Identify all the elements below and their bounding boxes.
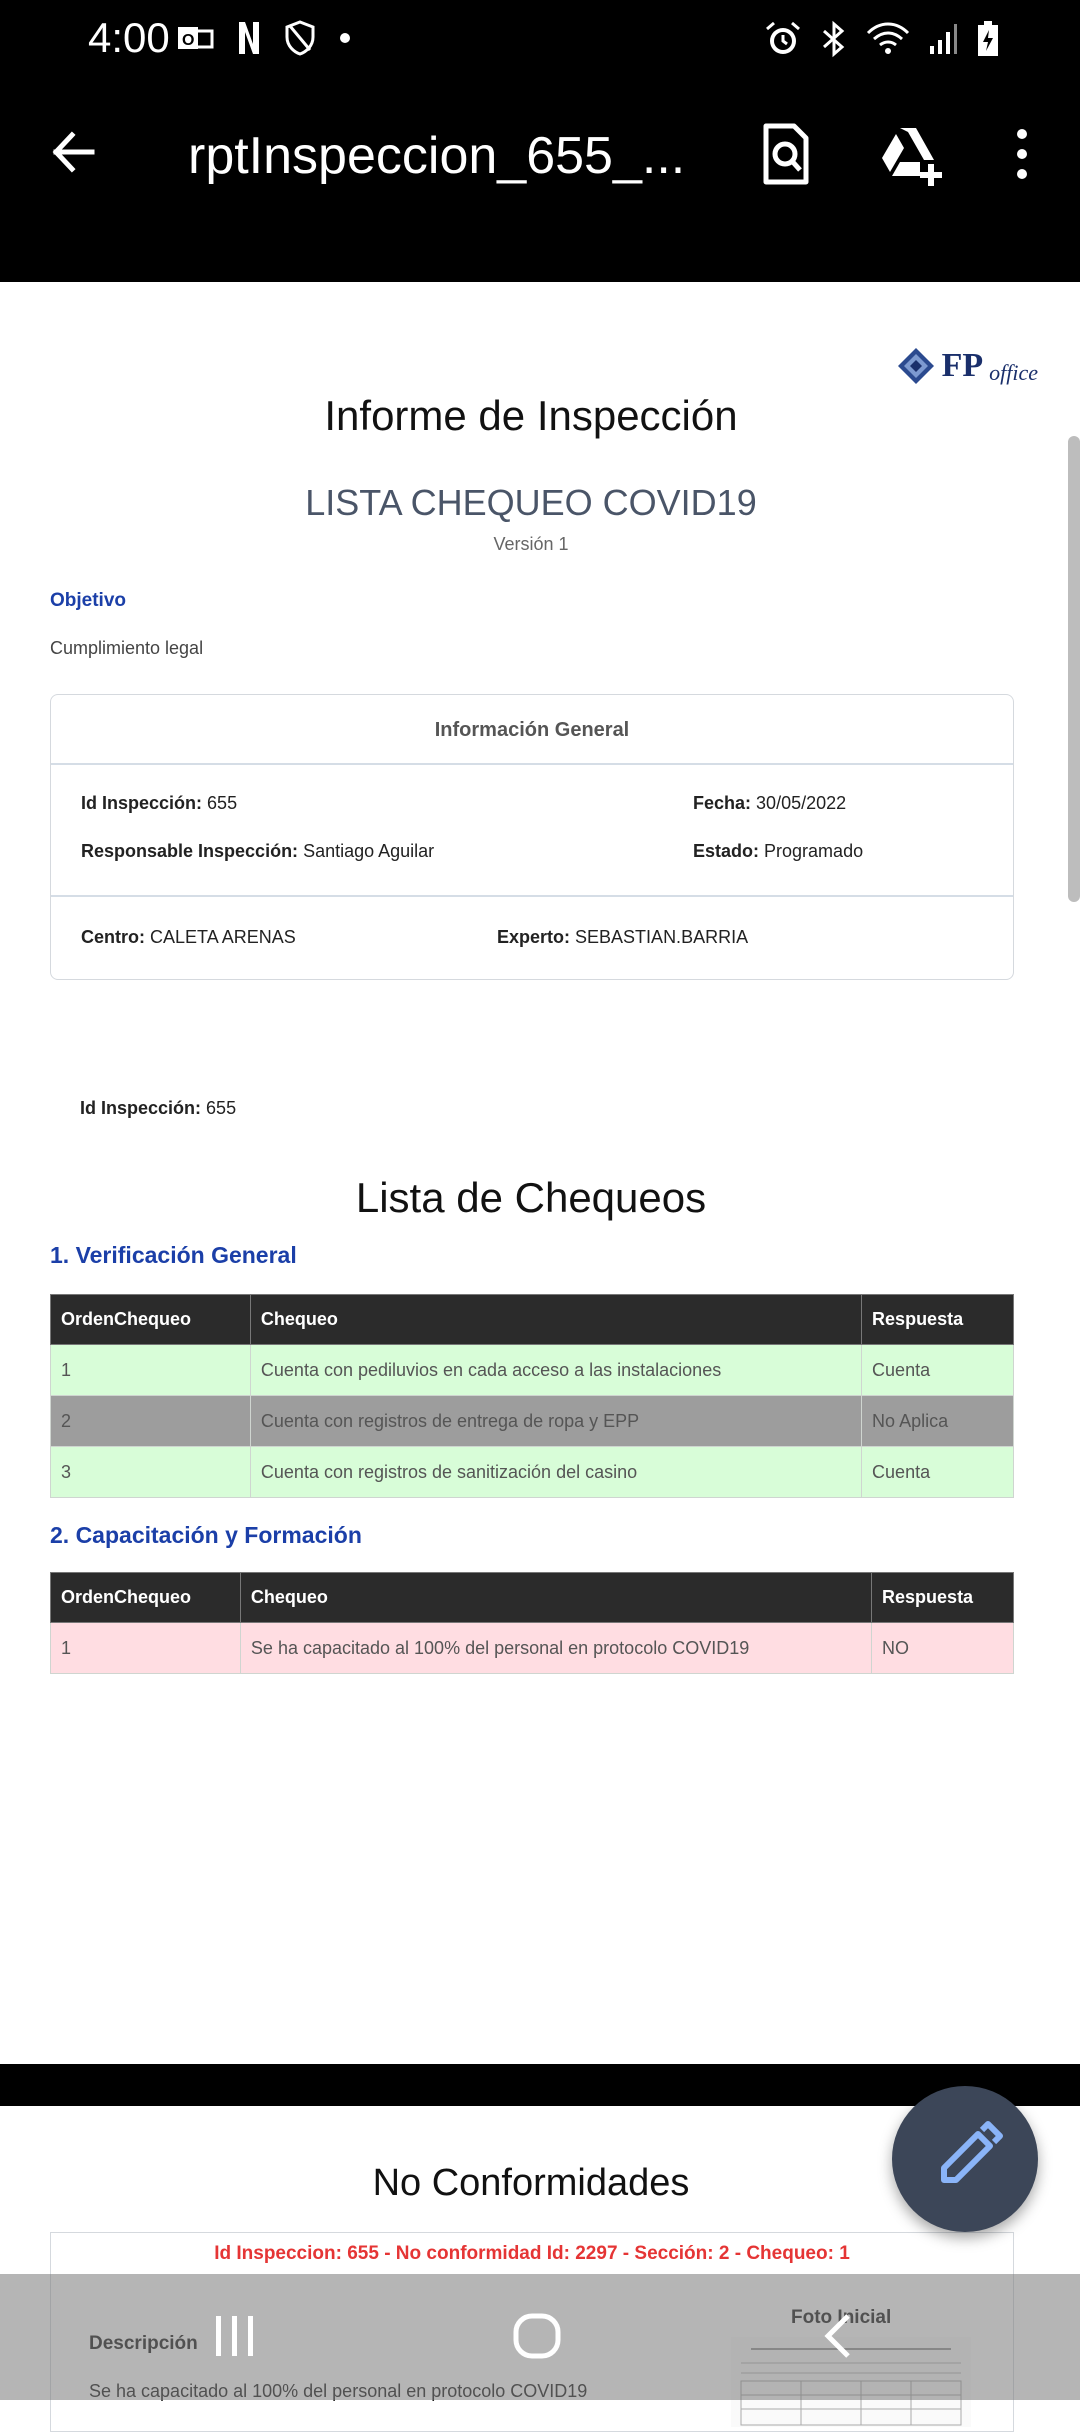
logo-subtext: office [989,360,1038,385]
table-row [51,1396,1014,1447]
svg-text:O: O [182,32,195,49]
answer-cell: No Aplica [862,1396,1014,1447]
logo-diamond-icon [896,346,936,386]
home-button[interactable] [502,2304,572,2368]
table-row [51,1447,1014,1498]
nav-back-button[interactable] [804,2304,874,2368]
section-2-table [50,1572,1014,1674]
order-cell: 2 [51,1396,251,1447]
edit-fab-button[interactable] [892,2086,1038,2232]
pencil-edit-icon [892,2086,1038,2232]
inspection-date: Fecha: 30/05/2022 [693,793,847,813]
drive-add-button[interactable] [876,120,946,190]
divider [51,895,1013,897]
recents-button[interactable] [200,2304,270,2368]
search-document-icon [750,120,820,190]
column-header: OrdenChequeo [51,1295,251,1345]
answer-cell: NO [872,1623,1014,1674]
status-bar [0,0,1080,80]
app-bar [0,80,1080,282]
check-cell: Cuenta con pediluvios en cada acceso a las instalaciones [250,1345,861,1396]
checklist-title: Lista de Chequeos [355,1174,707,1221]
back-icon [804,2304,874,2368]
drive-add-icon [876,120,946,190]
outlook-icon [176,21,214,55]
more-vert-icon [990,120,1060,190]
status-time: 4:00 [88,14,170,61]
logo-text: FP [941,347,984,384]
pdf-page[interactable] [0,282,1080,2064]
answer-cell: Cuenta [862,1345,1014,1396]
status-right-icons [764,20,1000,58]
general-info-card [50,694,1014,980]
order-cell: 1 [51,1623,241,1674]
search-document-button[interactable] [750,120,820,190]
dot-icon [338,31,352,45]
section-title: 1. Verificación General [50,1242,297,1268]
bluetooth-icon [820,20,848,58]
non-conformities-title: No Conformidades [372,2162,690,2204]
system-navigation-bar [0,2274,1080,2400]
document-title: rptInspeccion_655_... [188,127,686,185]
non-conformity-header: Id Inspeccion: 655 - No conformidad Id: 2297 - Sección: 2 - Chequeo: 1 [214,2243,850,2264]
inspection-status: Estado: Programado [693,841,864,861]
status-left-icons [176,20,352,56]
inspection-id: Id Inspección: 655 [81,793,238,813]
alarm-icon [764,20,802,58]
table-row [51,1623,1014,1674]
battery-icon [976,20,1000,58]
inspection-id-line: Id Inspección: 655 [80,1098,237,1118]
back-button[interactable] [44,122,104,182]
column-header: Respuesta [862,1295,1014,1345]
order-cell: 1 [51,1345,251,1396]
check-cell: Cuenta con registros de sanitización del casino [250,1447,861,1498]
table-row [51,1345,1014,1396]
inspection-center: Centro: CALETA ARENAS [81,927,296,947]
more-options-button[interactable] [990,120,1060,190]
checklist-name: LISTA CHEQUEO COVID19 [305,482,757,523]
arrow-left-icon [44,122,104,182]
check-cell: Cuenta con registros de entrega de ropa y EPP [250,1396,861,1447]
inspection-expert: Experto: SEBASTIAN.BARRIA [497,927,749,947]
column-header: OrdenChequeo [51,1573,241,1623]
report-title: Informe de Inspección [324,392,738,439]
check-cell: Se ha capacitado al 100% del personal en protocolo COVID19 [240,1623,871,1674]
order-cell: 3 [51,1447,251,1498]
objective-label: Objetivo [50,590,127,611]
column-header: Chequeo [240,1573,871,1623]
shield-icon [284,20,316,56]
column-header: Chequeo [250,1295,861,1345]
wifi-icon [866,21,910,57]
column-header: Respuesta [872,1573,1014,1623]
section-title: 2. Capacitación y Formación [50,1522,362,1548]
answer-cell: Cuenta [862,1447,1014,1498]
netflix-icon [236,20,262,56]
recents-icon [200,2304,270,2368]
table-header-row [51,1295,1014,1345]
version-label: Versión 1 [493,534,569,554]
home-icon [502,2304,572,2368]
objective-value: Cumplimiento legal [50,638,204,658]
signal-icon [928,22,958,56]
table-header-row [51,1573,1014,1623]
fp-office-logo [896,346,1038,386]
section-1-table [50,1294,1014,1498]
inspection-responsible: Responsable Inspección: Santiago Aguilar [81,841,435,861]
scrollbar-thumb[interactable] [1068,436,1080,902]
general-info-title: Información General [51,695,1013,765]
